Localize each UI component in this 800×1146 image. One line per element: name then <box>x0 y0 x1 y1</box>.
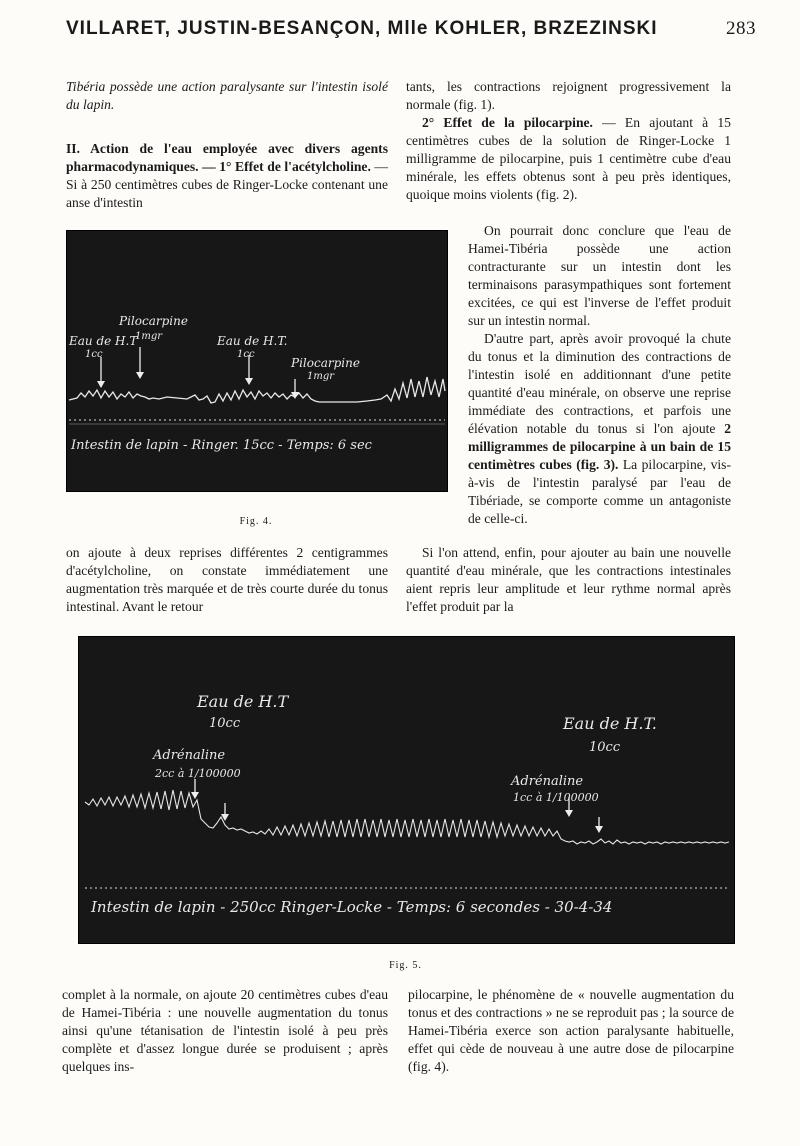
figure-4 <box>66 230 448 492</box>
fig4-caption: Fig. 4. <box>239 516 273 527</box>
fig5-bottom-label: Intestin de lapin - 250cc Ringer-Locke - Temps: 6 secondes - 30-4-34 <box>91 898 613 916</box>
fig4-annotation: Eau de H.T <box>69 334 138 348</box>
fig4-annotation: 1mgr <box>135 331 163 342</box>
paragraph: complet à la normale, on ajoute 20 centimètres cubes d'eau de Hamei-Tibéria : une nouvelle augmentation du tonus ainsi qu'une tétanisation de l'intestin isolé à peu près complète et d'assez longue durée se produisent ; après quelques ins- <box>62 987 388 1074</box>
right-column-wrap <box>468 222 731 528</box>
fig5-trace <box>79 637 734 943</box>
fig5-annotation: Adrénaline <box>153 748 226 763</box>
paragraph-text: 2 milligrammes de pilocarpine à un bain de 15 centimètres cubes (fig. 3). <box>468 421 731 472</box>
bottom-right-column <box>408 986 734 1076</box>
section-paragraph <box>66 140 388 212</box>
fig4-arrow-head <box>97 381 105 388</box>
paragraph <box>468 330 731 528</box>
fig5-annotation: Adrénaline <box>511 774 584 789</box>
left-column-top <box>66 78 388 212</box>
paragraph-text: D'autre part, après avoir provoqué la chute du tonus et la diminution des contractions de l'intestin isolé en additionnant d'une petite quantité d'eau minérale, on observe une reprise immédiate des contractions, et parfois une élévation notable du tonus si l'on ajoute <box>468 331 731 436</box>
paragraph <box>406 114 731 204</box>
bottom-left-column <box>62 986 388 1076</box>
section-title: II. Action de l'eau employée avec divers agents pharmacodynamiques. — 1° Effet de l'acétylcholine. <box>66 141 388 174</box>
fig4-annotation: Pilocarpine <box>119 314 188 328</box>
header-authors: VILLARET, JUSTIN-BESANÇON, Mlle KOHLER, BRZEZINSKI <box>66 18 658 39</box>
paragraph: on ajoute à deux reprises différentes 2 centigrammes d'acétylcholine, on constate immédiatement une augmentation très marquée et de très courte durée du tonus intestinal. Avant le retour <box>66 545 388 614</box>
fig5-annotation: 10cc <box>209 716 241 731</box>
fig4-arrow-head <box>136 372 144 379</box>
left-column-mid <box>66 544 388 616</box>
fig5-arrow-head <box>595 826 603 833</box>
fig5-arrow-head <box>565 810 573 817</box>
fig5-annotation: Eau de H.T. <box>563 714 657 733</box>
fig4-annotation: Eau de H.T. <box>217 334 288 348</box>
paragraph-text: La pilocarpine, vis-à-vis de l'intestin paralysé par l'eau de Tibériade, se comporte comme un antagoniste de celle-ci. <box>468 457 731 526</box>
figure-5 <box>78 636 735 944</box>
fig5-annotation: 10cc <box>589 740 621 755</box>
fig4-trace <box>67 231 447 491</box>
page-number: 283 <box>726 18 756 39</box>
paragraph: pilocarpine, le phénomène de « nouvelle augmentation du tonus et des contractions » ne se reproduit pas ; la source de Hamei-Tibéria exerce son action paralysante habituelle, effet qui cède de nouveau à une autre dose de pilocarpine (fig. 4). <box>408 987 734 1074</box>
paragraph: Tibéria possède une action paralysante sur l'intestin isolé du lapin. <box>66 79 388 112</box>
fig5-kymograph-trace <box>85 790 729 844</box>
fig4-annotation: 1cc <box>85 349 103 360</box>
fig5-annotation: 2cc à 1/100000 <box>155 767 241 780</box>
paragraph: tants, les contractions rejoignent progressivement la normale (fig. 1). <box>406 79 731 112</box>
right-column-top <box>406 78 731 204</box>
section-text: — Si à 250 centimètres cubes de Ringer-Locke contenant une anse d'intestin <box>66 159 388 210</box>
fig5-annotation: 1cc à 1/100000 <box>513 791 599 804</box>
fig4-arrow-head <box>245 378 253 385</box>
fig4-annotation: 1cc <box>237 349 255 360</box>
subsection-title: 2° Effet de la pilocarpine. <box>422 115 593 130</box>
right-column-mid <box>406 544 731 616</box>
fig5-annotation: Eau de H.T <box>197 692 289 711</box>
paragraph: Si l'on attend, enfin, pour ajouter au bain une nouvelle quantité d'eau minérale, que les contractions intestinales aient repris leur amplitude et leur rythme normal après l'effet produit par la <box>406 545 731 614</box>
fig4-annotation: 1mgr <box>307 371 335 382</box>
paragraph-text: — En ajoutant à 15 centimètres cubes de la solution de Ringer-Locke 1 milligramme de pilocarpine, puis 1 centimètre cube d'eau minérale, les effets obtenus sont à peu près identiques, quoique moins violents (fig. 2). <box>406 115 731 202</box>
fig5-caption: Fig. 5. <box>389 960 422 971</box>
fig4-annotation: Pilocarpine <box>291 356 360 370</box>
fig4-bottom-label: Intestin de lapin - Ringer. 15cc - Temps: 6 sec <box>71 438 372 453</box>
fig5-arrow-head <box>191 792 199 799</box>
paragraph: On pourrait donc conclure que l'eau de Hamei-Tibéria possède une action contracturante sur un intestin dont les terminaisons parasympathiques sont fortement excitées, ce qui est l'inverse de l'effet produit sur un intestin normal. <box>468 223 731 328</box>
fig4-kymograph-trace <box>69 377 445 403</box>
